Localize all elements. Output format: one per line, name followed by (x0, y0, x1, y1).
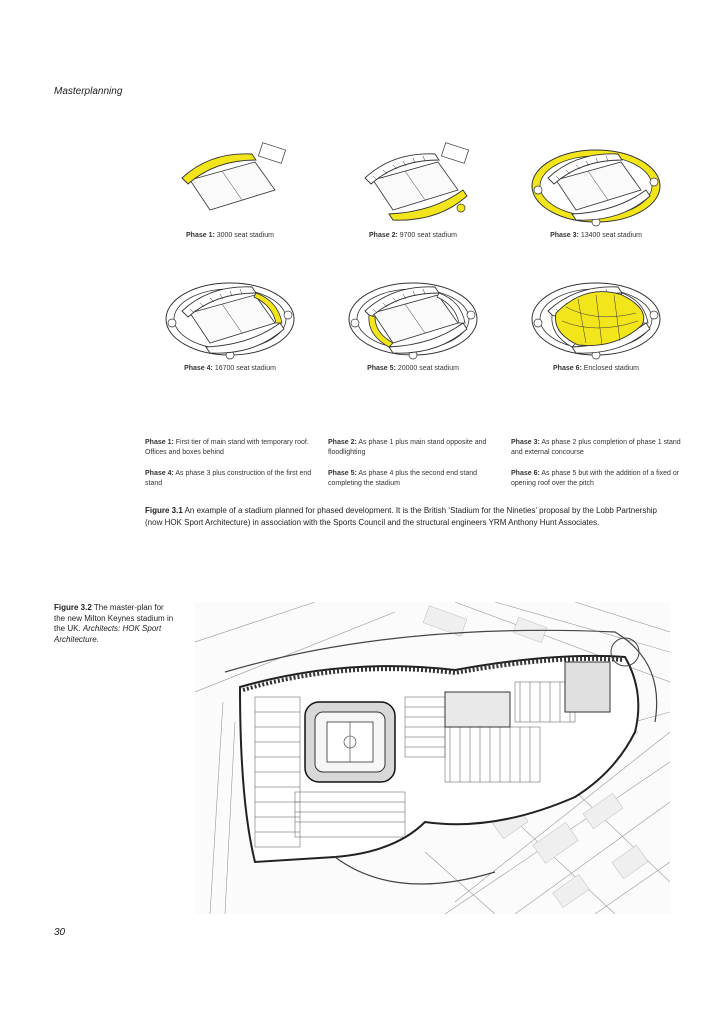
running-head: Masterplanning (54, 86, 123, 97)
phase-3-illustration (506, 140, 686, 265)
stadium-axonometric (160, 273, 300, 361)
figure-3-1-text: An example of a stadium planned for phased development. It is the British ‘Stadium for the Nineties’ proposal by the Lobb Partnership (now HOK Sport Architecture) in association with the Sports Council and the structural engineers YRM Anthony Hunt Associates. (145, 506, 657, 527)
figure-3-2-caption (54, 603, 174, 645)
phase-caption-label: Phase 6: (553, 365, 582, 372)
phase-2-illustration (323, 140, 503, 265)
phase-caption-label: Phase 1: (186, 232, 215, 239)
phase-note-text: As phase 3 plus construction of the first end stand (145, 470, 312, 487)
phase-caption-text: 20000 seat stadium (395, 365, 459, 372)
phase-caption-label: Phase 4: (184, 365, 213, 372)
phase-note-label: Phase 5: (328, 470, 357, 477)
phase-2-note (328, 438, 503, 458)
phase-6-illustration (506, 273, 686, 398)
retail-building (565, 662, 610, 712)
phase-note-text: As phase 1 plus main stand opposite and floodlighting (328, 439, 487, 456)
phase-5-note (328, 469, 503, 489)
stadium-axonometric (343, 273, 483, 361)
phase-caption-label: Phase 2: (369, 232, 398, 239)
phase-caption (506, 232, 686, 239)
phase-1-note (145, 438, 320, 458)
figure-3-2-label: Figure 3.2 (54, 603, 92, 612)
phase-caption (140, 232, 320, 239)
phase-5-illustration (323, 273, 503, 398)
phase-note-label: Phase 2: (328, 439, 357, 446)
phase-caption-text: 16700 seat stadium (212, 365, 276, 372)
arena-building (445, 692, 510, 727)
phase-caption-label: Phase 5: (367, 365, 396, 372)
phase-caption (323, 232, 503, 239)
phase-caption (140, 365, 320, 372)
page-number: 30 (54, 927, 66, 938)
phase-1-illustration (140, 140, 320, 265)
phase-note-label: Phase 4: (145, 470, 174, 477)
phase-caption (323, 365, 503, 372)
stadium-axonometric (526, 273, 666, 361)
offices-boxes (441, 143, 468, 164)
masterplan-drawing (195, 602, 670, 914)
phase-caption-text: 3000 seat stadium (214, 232, 274, 239)
phase-note-text: As phase 4 plus the second end stand completing the stadium (328, 470, 478, 487)
phase-4-note (145, 469, 320, 489)
phase-caption-text: Enclosed stadium (581, 365, 639, 372)
phase-note-text: As phase 5 but with the addition of a fixed or opening roof over the pitch (511, 470, 680, 487)
figure-3-2-credit: Architects: HOK Sport Architecture. (54, 624, 162, 644)
phase-caption-text: 9700 seat stadium (397, 232, 457, 239)
phase-note-label: Phase 3: (511, 439, 540, 446)
figure-3-1-caption (145, 505, 675, 528)
figure-3-2-text: The master-plan for the new Milton Keynes stadium in the UK. (54, 603, 174, 633)
offices-boxes (258, 143, 285, 164)
phase-note-label: Phase 6: (511, 470, 540, 477)
phase-3-note (511, 438, 686, 458)
figure-3-1-label: Figure 3.1 (145, 506, 183, 515)
access-road (335, 857, 495, 884)
phase-note-text: First tier of main stand with temporary roof. Offices and boxes behind (145, 439, 309, 456)
stadium (305, 702, 395, 782)
phase-illustrations (140, 140, 685, 400)
phase-6-note (511, 469, 686, 489)
phase-caption (506, 365, 686, 372)
phase-caption-label: Phase 3: (550, 232, 579, 239)
phase-4-illustration (140, 273, 320, 398)
stadium-axonometric (526, 140, 666, 228)
phase-caption-text: 13400 seat stadium (578, 232, 642, 239)
stadium-axonometric (160, 140, 300, 228)
phase-note-label: Phase 1: (145, 439, 174, 446)
floodlight (457, 204, 465, 212)
masterplan-svg (195, 602, 670, 914)
phase-note-text: As phase 2 plus completion of phase 1 stand and external concourse (511, 439, 681, 456)
stadium-axonometric (343, 140, 483, 228)
